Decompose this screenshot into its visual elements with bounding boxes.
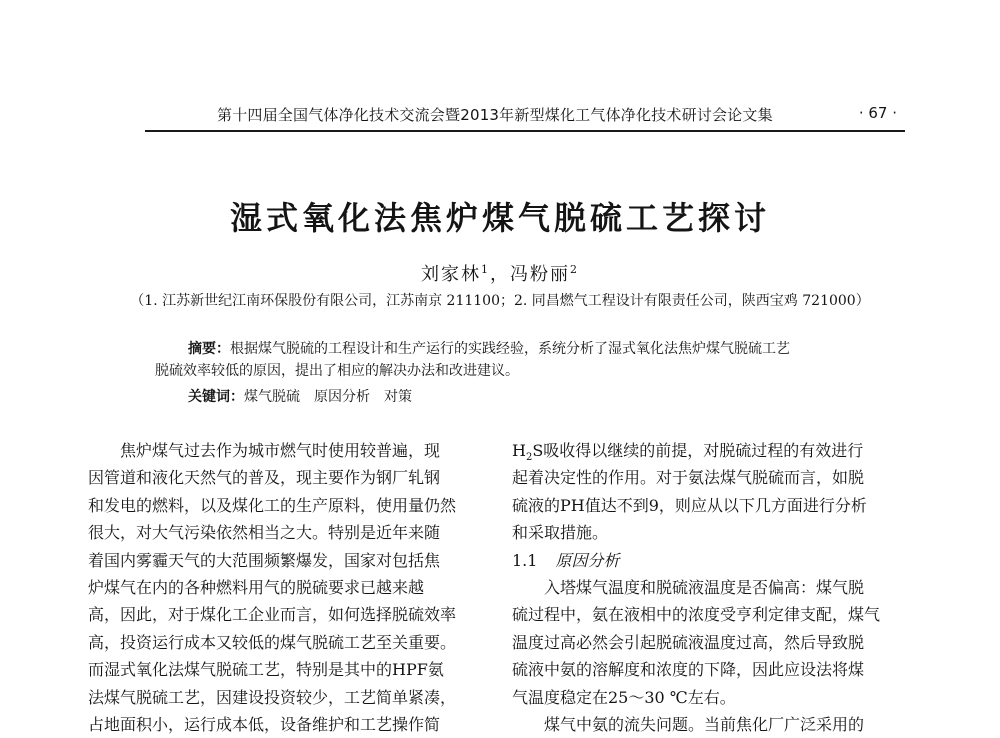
body-line: 而湿式氧化法煤气脱硫工艺，特别是其中的HPF氨 [88,660,444,680]
formula-h: H [512,441,526,460]
page-number: · 67 · [858,104,897,122]
section-heading [512,547,912,574]
body-line: 高，投资运行成本又较低的煤气脱硫工艺至关重要。 [88,632,457,652]
body-line: 气温度稳定在25～30 ℃左右。 [512,687,736,707]
formula-subscript: 2 [525,452,533,464]
author-affil-mark: 1 [481,263,490,276]
keyword: 煤气脱硫 [244,389,300,405]
affiliations: （1. 江苏新世纪江南环保股份有限公司，江苏南京 211100；2. 同昌燃气工程设计有限责任公司，陕西宝鸡 721000） [130,293,870,309]
body-column-right [512,437,912,738]
journal-title: 第十四届全国气体净化技术交流会暨2013年新型煤化工气体净化技术研讨会论文集 [217,106,773,124]
body-line-text: S吸收得以继续的前提，对脱硫过程的有效进行 [532,441,864,460]
body-line: 硫液中氨的溶解度和浓度的下降，因此应设法将煤 [512,660,865,680]
keyword: 对策 [384,389,412,405]
body-line: 法煤气脱硫工艺，因建设投资较少，工艺简单紧凑， [88,687,457,707]
body-line: 着国内雾霾天气的大范围频繁爆发，国家对包括焦 [88,550,441,570]
abstract [155,338,845,382]
body-line: 焦炉煤气过去作为城市燃气时使用较普遍，现 [120,441,441,460]
body-line: 炉煤气在内的各种燃料用气的脱硫要求已越来越 [88,577,425,597]
abstract-text-line: 脱硫效率较低的原因，提出了相应的解决办法和改进建议。 [155,363,519,379]
body-line: 温度过高必然会引起脱硫液温度过高，然后导致脱 [512,632,865,652]
section-title: 原因分析 [555,550,620,570]
body-line: 和采取措施。 [512,523,609,543]
running-header [145,104,905,132]
body-line: 入塔煤气温度和脱硫液温度是否偏高：煤气脱 [544,577,865,597]
author-affil-mark: 2 [570,263,579,276]
body-column-left [88,437,488,738]
abstract-text-line: 根据煤气脱硫的工程设计和生产运行的实践经验，系统分析了湿式氧化法焦炉煤气脱硫工艺 [230,341,790,357]
paper-title: 湿式氧化法焦炉煤气脱硫工艺探讨 [229,199,770,237]
author-line [0,260,1000,286]
body-line: 很大，对大气污染依然相当之大。特别是近年来随 [88,523,441,543]
abstract-label: 摘要： [188,341,230,357]
body-line: 因管道和液化天然气的普及，现主要作为钢厂轧钢 [88,468,441,488]
body-line: 起着决定性的作用。对于氨法煤气脱硫而言，如脱 [512,468,865,488]
author-name: 冯粉丽 [510,264,570,285]
keyword: 原因分析 [314,389,370,405]
body-line [512,437,912,464]
body-line: 硫过程中，氨在液相中的浓度受亨利定律支配，煤气 [512,605,881,625]
author-name: 刘家林 [421,264,481,285]
section-number: 1.1 [512,550,538,570]
body-line: 和发电的燃料，以及煤化工的生产原料，使用量仍然 [88,495,457,515]
body-line: 硫液的PH值达不到9，则应从以下几方面进行分析 [512,495,867,515]
body-line: 煤气中氨的流失问题。当前焦化厂广泛采用的 [544,714,865,734]
keywords [188,386,426,406]
author-separator: ， [490,264,510,285]
keywords-label: 关键词： [188,389,244,405]
body-line: 占地面积小，运行成本低，设备维护和工艺操作简 [88,714,441,734]
body-line: 高，因此，对于煤化工企业而言，如何选择脱硫效率 [88,605,457,625]
